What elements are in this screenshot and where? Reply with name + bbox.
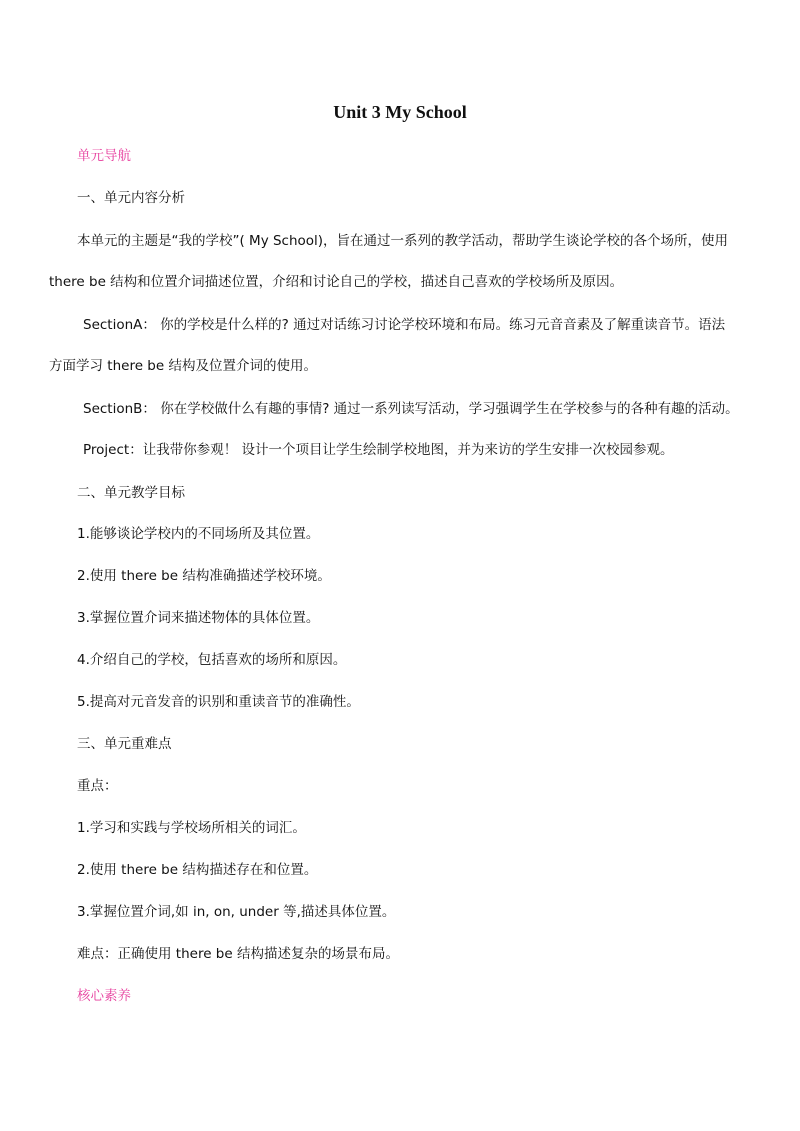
- part1-heading: 一、单元内容分析: [77, 190, 185, 206]
- sectionA-line1: SectionA： 你的学校是什么样的? 通过对话练习讨论学校环境和布局。练习元音音素及了解重读音节。语法: [83, 317, 726, 333]
- project-text: Project：让我带你参观！ 设计一个项目让学生绘制学校地图，并为来访的学生安排一次校园参观。: [83, 442, 674, 458]
- core-literacy-heading: 核心素养: [77, 988, 131, 1004]
- key-points-label: 重点：: [77, 778, 118, 794]
- key-point-2: 2.使用 there be 结构描述存在和位置。: [77, 862, 318, 878]
- part2-heading: 二、单元教学目标: [77, 485, 185, 501]
- goal-2: 2.使用 there be 结构准确描述学校环境。: [77, 568, 331, 584]
- unit-nav-heading: 单元导航: [77, 148, 131, 164]
- goal-5: 5.提高对元音发音的识别和重读音节的准确性。: [77, 694, 360, 710]
- para1-line2: there be 结构和位置介词描述位置，介绍和讨论自己的学校，描述自己喜欢的学校场所及原因。: [49, 274, 624, 290]
- sectionA-line2: 方面学习 there be 结构及位置介词的使用。: [49, 358, 317, 374]
- page-title: Unit 3 My School: [333, 102, 467, 122]
- goal-1: 1.能够谈论学校内的不同场所及其位置。: [77, 526, 320, 542]
- difficulty-text: 难点：正确使用 there be 结构描述复杂的场景布局。: [77, 946, 399, 962]
- para1-line1: 本单元的主题是“我的学校”( My School)，旨在通过一系列的教学活动，帮助学生谈论学校的各个场所，使用: [77, 233, 729, 249]
- sectionB-text: SectionB： 你在学校做什么有趣的事情? 通过一系列读写活动，学习强调学生在学校参与的各种有趣的活动。: [83, 401, 739, 417]
- key-point-3: 3.掌握位置介词,如 in, on, under 等,描述具体位置。: [77, 904, 396, 920]
- key-point-1: 1.学习和实践与学校场所相关的词汇。: [77, 820, 306, 836]
- part3-heading: 三、单元重难点: [77, 736, 172, 752]
- goal-3: 3.掌握位置介词来描述物体的具体位置。: [77, 610, 320, 626]
- goal-4: 4.介绍自己的学校，包括喜欢的场所和原因。: [77, 652, 347, 668]
